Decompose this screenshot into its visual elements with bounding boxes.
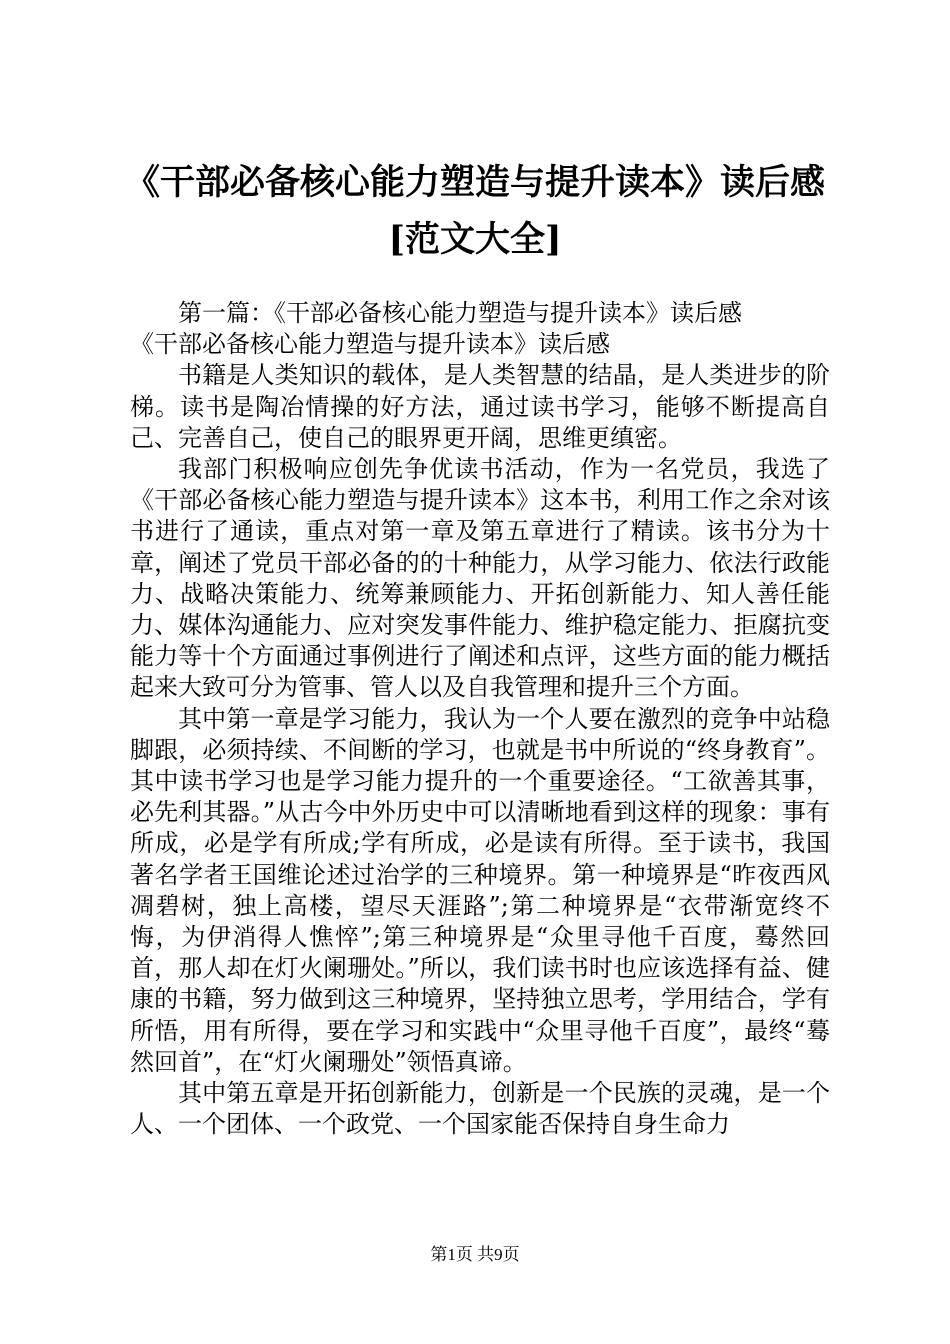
paragraph: 书籍是人类知识的载体，是人类智慧的结晶，是人类进步的阶梯。读书是陶冶情操的好方法，通过读书学习，能够不断提高自己、完善自己，使自己的眼界更开阔，思维更缜密。	[130, 361, 830, 452]
paragraph-first-heading: 第一篇：《干部必备核心能力塑造与提升读本》读后感	[178, 299, 742, 327]
paragraph: 其中第五章是开拓创新能力，创新是一个民族的灵魂，是一个人、一个团体、一个政党、一个国家能否保持自身生命力	[130, 1079, 830, 1139]
document-title: 《干部必备核心能力塑造与提升读本》读后感	[124, 162, 825, 203]
paragraph: 我部门积极响应创先争优读书活动，作为一名党员，我选了《干部必备核心能力塑造与提升读本》这本书，利用工作之余对该书进行了通读，重点对第一章及第五章进行了精读。该书分为十章，阐述了党员干部必备的的十种能力，从学习能力、依法行政能力、战略决策能力、统筹兼顾能力、开拓创新能力、知人善任能力、媒体沟通能力、应对突发事件能力、维护稳定能力、拒腐抗变能力等十个方面通过事例进行了阐述和点评，这些方面的能力概括起来大致可分为管事、管人以及自我管理和提升三个方面。	[130, 455, 830, 702]
paragraph: 其中第一章是学习能力，我认为一个人要在激烈的竞争中站稳脚跟，必须持续、不间断的学习，也就是书中所说的“终身教育”。其中读书学习也是学习能力提升的一个重要途径。“工欲善其事，必先利其器。”从古今中外历史中可以清晰地看到这样的现象：事有所成，必是学有所成;学有所成，必是读有所得。至于读书，我国著名学者王国维论述过治学的三种境界。第一种境界是“昨夜西风凋碧树，独上高楼，望尽天涯路”;第二种境界是“衣带渐宽终不悔，为伊消得人憔悴”;第三种境界是“众里寻他千百度，蓦然回首，那人却在灯火阑珊处。”所以，我们读书时也应该选择有益、健康的书籍，努力做到这三种境界，坚持独立思考，学用结合，学有所悟，用有所得，要在学习和实践中“众里寻他千百度”，最终“蓦然回首”，在“灯火阑珊处”领悟真谛。	[130, 704, 830, 1076]
document-body	[130, 298, 830, 1140]
document-subtitle: [范文大全]	[388, 219, 562, 260]
paragraph-book-title: 《干部必备核心能力塑造与提升读本》读后感	[130, 330, 610, 359]
page-number-footer: 第1页 共9页	[430, 1245, 520, 1264]
